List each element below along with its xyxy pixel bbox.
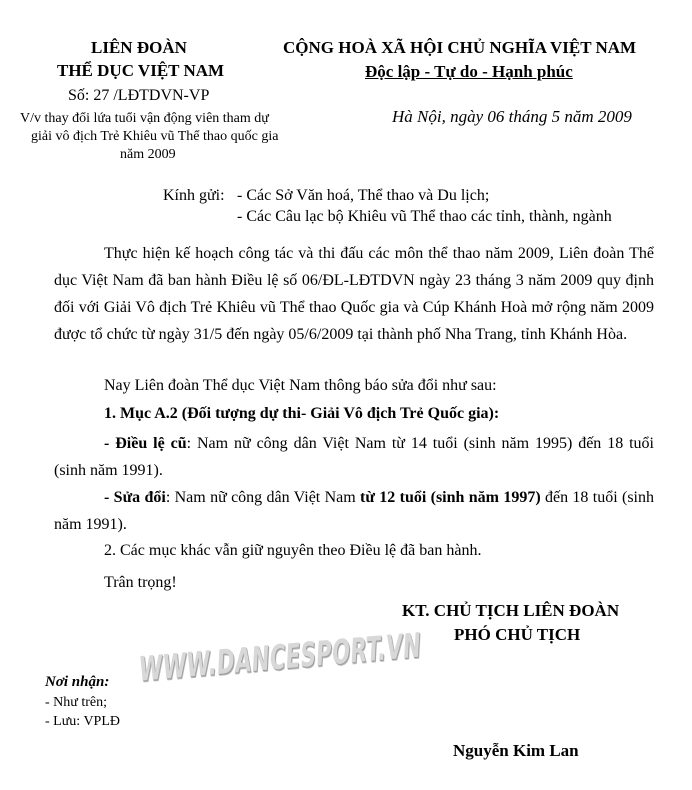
new-rule <box>54 484 654 538</box>
signature-title-line2: PHÓ CHỦ TỊCH <box>454 625 581 644</box>
org-name-line2: THỂ DỤC VIỆT NAM <box>57 61 225 80</box>
national-motto: Độc lập - Tự do - Hạnh phúc <box>365 62 573 81</box>
subject-line1: V/v thay đổi lứa tuổi vận động viên tham dự <box>20 111 269 126</box>
new-rule-bold: từ 12 tuổi (sinh năm 1997) <box>360 489 541 506</box>
old-rule-label: - Điều lệ cũ <box>104 435 187 452</box>
document-number: Số: 27 /LĐTDVN-VP <box>68 87 210 104</box>
signature-title-line1: KT. CHỦ TỊCH LIÊN ĐOÀN <box>402 601 620 620</box>
org-name-line1: LIÊN ĐOÀN <box>91 38 187 57</box>
distribution-line1: - Như trên; <box>45 695 108 710</box>
distribution-label: Nơi nhận: <box>45 674 110 690</box>
closing: Trân trọng! <box>104 574 177 591</box>
national-title: CỘNG HOÀ XÃ HỘI CHỦ NGHĨA VIỆT NAM <box>283 38 637 57</box>
old-rule <box>54 430 654 484</box>
item2: 2. Các mục khác vẫn giữ nguyên theo Điều lệ đã ban hành. <box>104 542 482 559</box>
body-paragraph-2: Nay Liên đoàn Thể dục Việt Nam thông báo sửa đổi như sau: <box>104 377 497 394</box>
recipient-line2: - Các Câu lạc bộ Khiêu vũ Thể thao các tỉnh, thành, ngành <box>237 208 612 225</box>
new-rule-text-a: : Nam nữ công dân Việt Nam <box>165 489 361 506</box>
subject-line2: giải vô địch Trẻ Khiêu vũ Thể thao quốc gia <box>31 129 279 144</box>
place-date: Hà Nội, ngày 06 tháng 5 năm 2009 <box>392 107 632 126</box>
distribution-line2: - Lưu: VPLĐ <box>45 714 120 729</box>
body-paragraph-1: Thực hiện kế hoạch công tác và thi đấu các môn thể thao năm 2009, Liên đoàn Thể dục Việt Nam đã ban hành Điều lệ số 06/ĐL-LĐTDVN ngày 23 tháng 3 năm 2009 quy định đối với Giải Vô địch Trẻ Khiêu vũ Thể thao Quốc gia và Cúp Khánh Hoà mở rộng năm 2009 được tổ chức từ ngày 31/5 đến ngày 05/6/2009 tại thành phố Nha Trang, tỉnh Khánh Hòa. <box>54 245 654 343</box>
old-rule-text: : Nam nữ công dân Việt Nam từ 14 tuổi (sinh năm 1995) đến 18 tuổi (sinh năm 1991). <box>54 435 655 479</box>
new-rule-text-b: đến 18 tuổi (sinh năm 1991). <box>54 489 654 533</box>
new-rule-label: - Sửa đổi <box>104 489 166 506</box>
item1-heading: 1. Mục A.2 (Đối tượng dự thi- Giải Vô địch Trẻ Quốc gia): <box>104 405 500 422</box>
recipient-line1: - Các Sở Văn hoá, Thể thao và Du lịch; <box>237 187 490 204</box>
recipients-label: Kính gửi: <box>163 187 225 204</box>
subject-line3: năm 2009 <box>120 147 176 162</box>
signer-name: Nguyễn Kim Lan <box>453 741 579 760</box>
dancesport-watermark: WWW.DANCESPORT.VN <box>137 625 422 690</box>
